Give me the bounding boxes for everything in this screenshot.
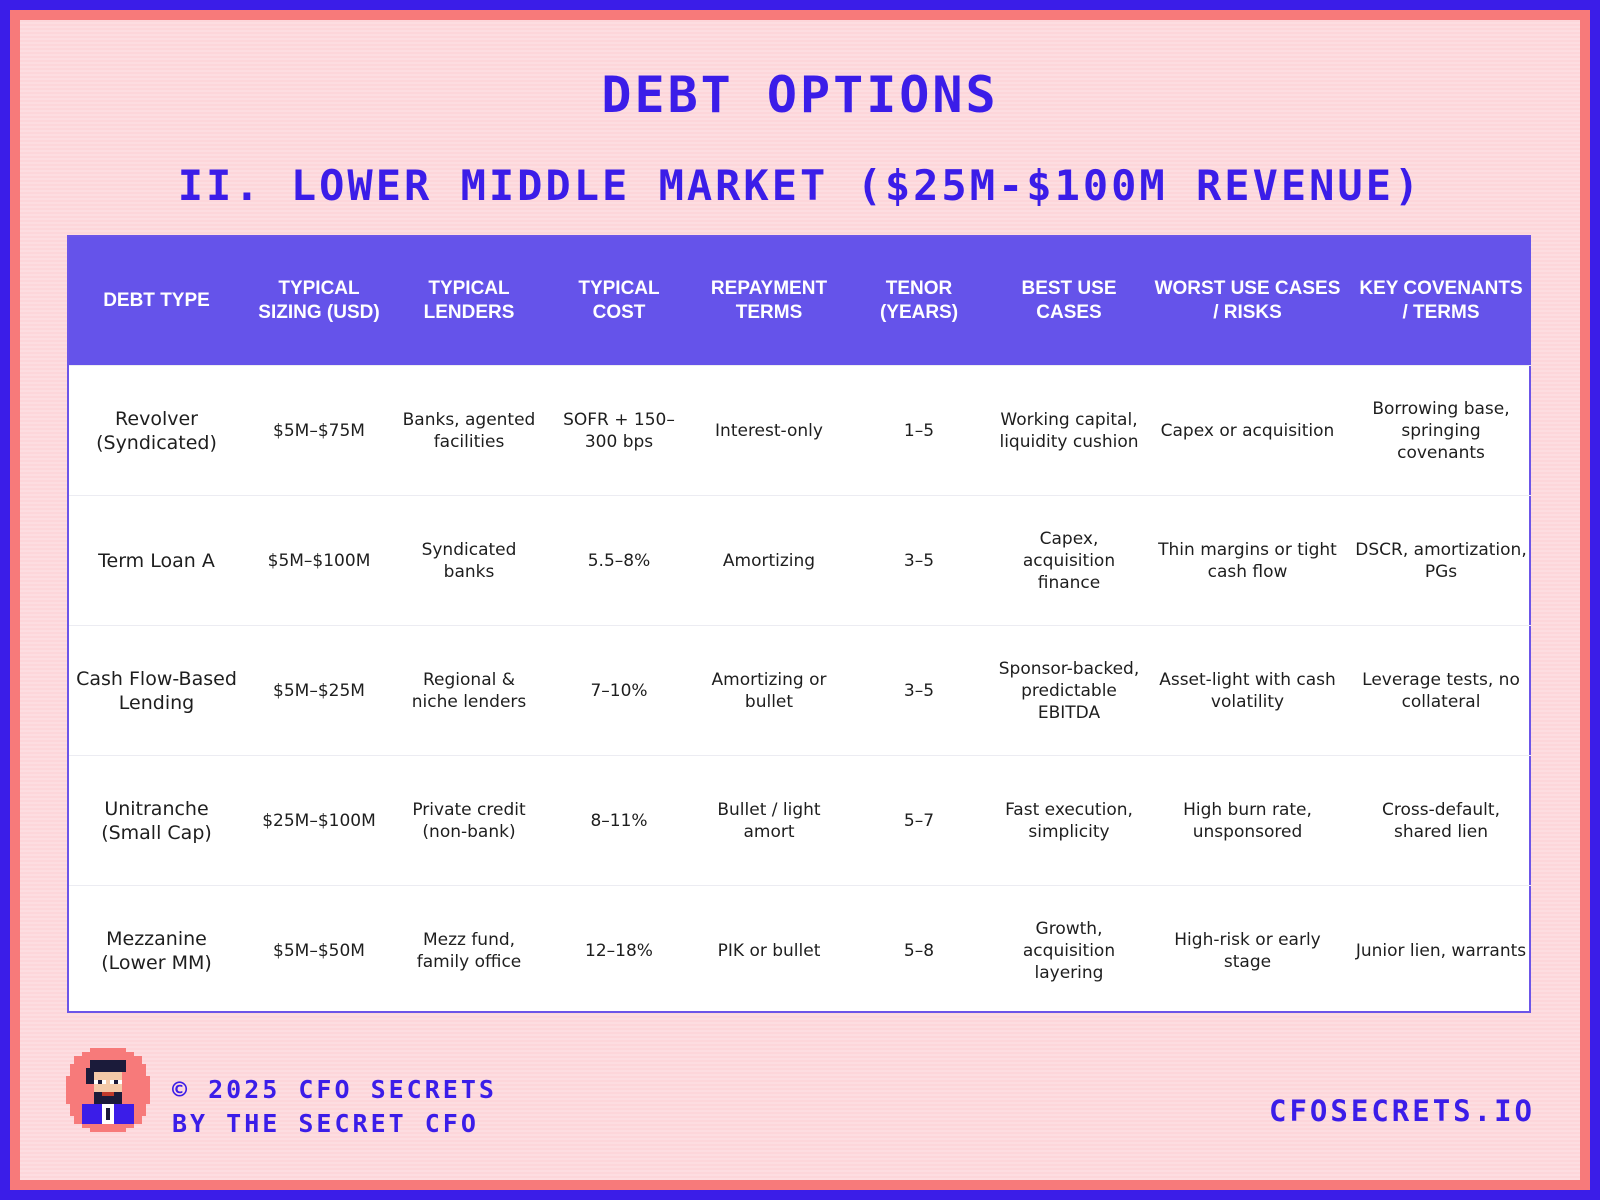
table-cell-lenders: Syndicated banks xyxy=(394,496,544,626)
table-cell-sizing: $5M–$25M xyxy=(244,626,394,756)
table-cell-covenants: Junior lien, warrants xyxy=(1351,886,1531,1016)
table-row xyxy=(69,496,1531,626)
table-cell-cost: 12–18% xyxy=(544,886,694,1016)
copyright-text: © 2025 CFO SECRETS xyxy=(172,1075,497,1104)
table-cell-cost: 8–11% xyxy=(544,756,694,886)
table-cell-sizing: $25M–$100M xyxy=(244,756,394,886)
table-cell-best-use: Capex, acquisition finance xyxy=(994,496,1144,626)
table-cell-cost: SOFR + 150–300 bps xyxy=(544,366,694,496)
table-cell-debt-type: Term Loan A xyxy=(69,496,244,626)
pixel-avatar-icon xyxy=(66,1048,150,1132)
footer-website-link[interactable]: CFOSECRETS.IO xyxy=(1269,1094,1535,1128)
table-cell-debt-type: Cash Flow-Based Lending xyxy=(69,626,244,756)
table-cell-sizing: $5M–$75M xyxy=(244,366,394,496)
table-cell-best-use: Growth, acquisition layering xyxy=(994,886,1144,1016)
table-cell-debt-type: Revolver (Syndicated) xyxy=(69,366,244,496)
column-header-best-use-cases: BEST USE CASES xyxy=(994,237,1144,366)
table-cell-covenants: Borrowing base, springing covenants xyxy=(1351,366,1531,496)
table-cell-sizing: $5M–$100M xyxy=(244,496,394,626)
table-cell-best-use: Working capital, liquidity cushion xyxy=(994,366,1144,496)
table-cell-covenants: Cross-default, shared lien xyxy=(1351,756,1531,886)
table-cell-repayment: PIK or bullet xyxy=(694,886,844,1016)
byline-text: BY THE SECRET CFO xyxy=(172,1109,479,1138)
column-header-typical-sizing: TYPICAL SIZING (USD) xyxy=(244,237,394,366)
table-cell-repayment: Interest-only xyxy=(694,366,844,496)
debt-options-table xyxy=(67,235,1531,1013)
table-cell-tenor: 5–7 xyxy=(844,756,994,886)
table-cell-lenders: Private credit (non-bank) xyxy=(394,756,544,886)
table-cell-tenor: 1–5 xyxy=(844,366,994,496)
table-cell-worst-use: Thin margins or tight cash flow xyxy=(1144,496,1351,626)
column-header-key-covenants: KEY COVENANTS / TERMS xyxy=(1351,237,1531,366)
table-cell-worst-use: High-risk or early stage xyxy=(1144,886,1351,1016)
column-header-typical-lenders: TYPICAL LENDERS xyxy=(394,237,544,366)
column-header-typical-cost: TYPICAL COST xyxy=(544,237,694,366)
table-cell-debt-type: Mezzanine (Lower MM) xyxy=(69,886,244,1016)
table-cell-sizing: $5M–$50M xyxy=(244,886,394,1016)
footer-credit xyxy=(172,1073,497,1141)
table-cell-best-use: Fast execution, simplicity xyxy=(994,756,1144,886)
table-cell-debt-type: Unitranche (Small Cap) xyxy=(69,756,244,886)
table-cell-tenor: 5–8 xyxy=(844,886,994,1016)
table-cell-cost: 5.5–8% xyxy=(544,496,694,626)
table-cell-repayment: Amortizing xyxy=(694,496,844,626)
table-cell-worst-use: Capex or acquisition xyxy=(1144,366,1351,496)
table-cell-cost: 7–10% xyxy=(544,626,694,756)
table-row xyxy=(69,366,1531,496)
table-cell-repayment: Amortizing or bullet xyxy=(694,626,844,756)
column-header-repayment-terms: REPAYMENT TERMS xyxy=(694,237,844,366)
page-title: DEBT OPTIONS xyxy=(601,66,999,124)
table-cell-lenders: Banks, agented facilities xyxy=(394,366,544,496)
table-cell-tenor: 3–5 xyxy=(844,626,994,756)
column-header-tenor: TENOR (YEARS) xyxy=(844,237,994,366)
table-cell-covenants: Leverage tests, no collateral xyxy=(1351,626,1531,756)
table-cell-best-use: Sponsor-backed, predictable EBITDA xyxy=(994,626,1144,756)
table-header-row xyxy=(69,237,1531,366)
table-row xyxy=(69,756,1531,886)
table-cell-lenders: Mezz fund, family office xyxy=(394,886,544,1016)
column-header-debt-type: DEBT TYPE xyxy=(69,237,244,366)
column-header-worst-use-cases: WORST USE CASES / RISKS xyxy=(1144,237,1351,366)
table-cell-worst-use: High burn rate, unsponsored xyxy=(1144,756,1351,886)
table-cell-worst-use: Asset-light with cash volatility xyxy=(1144,626,1351,756)
table-row xyxy=(69,626,1531,756)
table-cell-tenor: 3–5 xyxy=(844,496,994,626)
page-subtitle: II. LOWER MIDDLE MARKET ($25M-$100M REVENUE) xyxy=(177,161,1423,210)
table-cell-repayment: Bullet / light amort xyxy=(694,756,844,886)
table-row xyxy=(69,886,1531,1016)
table-cell-covenants: DSCR, amortization, PGs xyxy=(1351,496,1531,626)
table-cell-lenders: Regional & niche lenders xyxy=(394,626,544,756)
